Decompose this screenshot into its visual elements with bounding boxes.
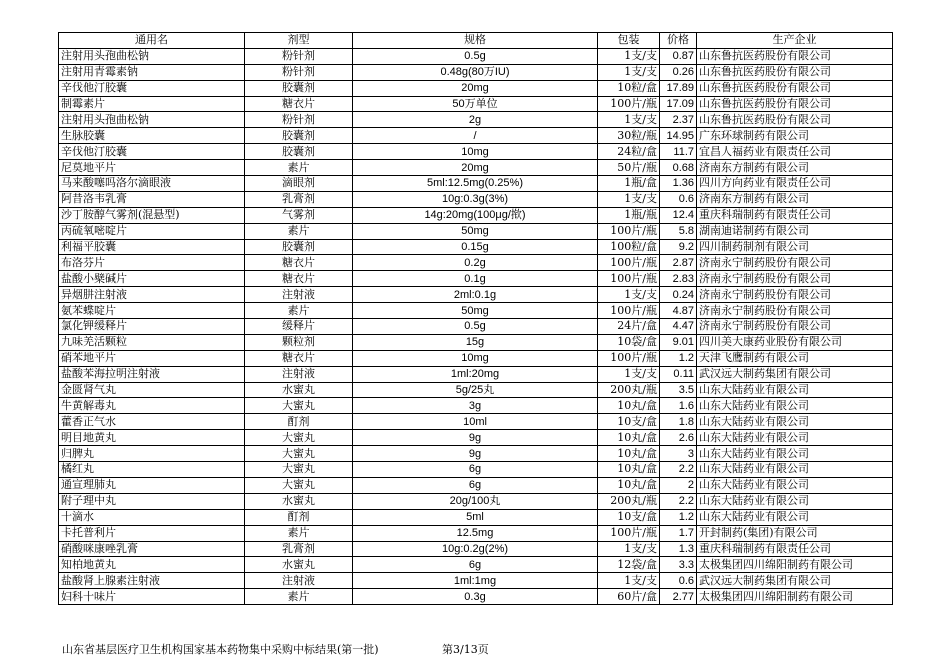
table-row [59,573,893,589]
specification-cell: 3g [353,398,598,414]
specification-cell: 14g:20mg(100μg/揿) [353,207,598,223]
dosage-form-cell: 乳膏剂 [245,541,353,557]
manufacturer-cell: 济南永宁制药股份有限公司 [697,271,893,287]
dosage-form-cell: 缓释片 [245,319,353,335]
table-row [59,207,893,223]
package-cell: 10丸/盒 [598,446,660,462]
manufacturer-cell: 重庆科瑞制药有限责任公司 [697,207,893,223]
specification-cell: 2ml:0.1g [353,287,598,303]
specification-cell: 0.2g [353,255,598,271]
price-cell: 0.87 [660,48,697,64]
price-cell: 1.36 [660,176,697,192]
package-cell: 30粒/瓶 [598,128,660,144]
header-spec: 规格 [353,33,598,49]
table-row [59,160,893,176]
drug-procurement-table [58,32,893,605]
table-row [59,525,893,541]
dosage-form-cell: 大蜜丸 [245,430,353,446]
manufacturer-cell: 四川制药制剂有限公司 [697,239,893,255]
price-cell: 11.7 [660,144,697,160]
manufacturer-cell: 济南东方制药有限公司 [697,191,893,207]
package-cell: 1瓶/盒 [598,176,660,192]
package-cell: 1支/支 [598,541,660,557]
dosage-form-cell: 酊剂 [245,414,353,430]
manufacturer-cell: 湖南迪诺制药有限公司 [697,223,893,239]
dosage-form-cell: 素片 [245,525,353,541]
price-cell: 3.5 [660,382,697,398]
drug-name-cell: 马来酸噻吗洛尔滴眼液 [59,176,245,192]
drug-name-cell: 布洛芬片 [59,255,245,271]
drug-name-cell: 注射用青霉素钠 [59,64,245,80]
package-cell: 1支/支 [598,573,660,589]
dosage-form-cell: 胶囊剂 [245,80,353,96]
manufacturer-cell: 广东环球制药有限公司 [697,128,893,144]
table-row [59,509,893,525]
package-cell: 100片/瓶 [598,525,660,541]
table-row [59,96,893,112]
specification-cell: 6g [353,557,598,573]
table-row [59,414,893,430]
dosage-form-cell: 大蜜丸 [245,398,353,414]
table-row [59,48,893,64]
header-form: 剂型 [245,33,353,49]
package-cell: 1支/支 [598,64,660,80]
specification-cell: 20g/100丸 [353,493,598,509]
table-row [59,430,893,446]
price-cell: 4.87 [660,303,697,319]
header-price: 价格 [660,33,697,49]
drug-name-cell: 九味羌活颗粒 [59,334,245,350]
price-cell: 0.68 [660,160,697,176]
manufacturer-cell: 山东鲁抗医药股份有限公司 [697,80,893,96]
drug-name-cell: 通宣理肺丸 [59,477,245,493]
drug-name-cell: 十滴水 [59,509,245,525]
dosage-form-cell: 粉针剂 [245,48,353,64]
table-row [59,144,893,160]
price-cell: 2.37 [660,112,697,128]
manufacturer-cell: 山东鲁抗医药股份有限公司 [697,112,893,128]
dosage-form-cell: 水蜜丸 [245,557,353,573]
table-row [59,223,893,239]
drug-name-cell: 辛伐他汀胶囊 [59,144,245,160]
price-cell: 4.47 [660,319,697,335]
dosage-form-cell: 注射液 [245,573,353,589]
price-cell: 17.89 [660,80,697,96]
specification-cell: 1ml:20mg [353,366,598,382]
specification-cell: 10g:0.2g(2%) [353,541,598,557]
package-cell: 24片/盒 [598,319,660,335]
manufacturer-cell: 山东大陆药业有限公司 [697,398,893,414]
specification-cell: 50mg [353,223,598,239]
specification-cell: 20mg [353,160,598,176]
manufacturer-cell: 山东鲁抗医药股份有限公司 [697,96,893,112]
table-row [59,112,893,128]
dosage-form-cell: 粉针剂 [245,112,353,128]
price-cell: 1.7 [660,525,697,541]
price-cell: 3 [660,446,697,462]
drug-name-cell: 卡托普利片 [59,525,245,541]
table-row [59,176,893,192]
package-cell: 100片/瓶 [598,223,660,239]
manufacturer-cell: 济南永宁制药股份有限公司 [697,255,893,271]
dosage-form-cell: 注射液 [245,366,353,382]
table-row [59,287,893,303]
drug-name-cell: 注射用头孢曲松钠 [59,112,245,128]
dosage-form-cell: 糖衣片 [245,350,353,366]
dosage-form-cell: 素片 [245,303,353,319]
manufacturer-cell: 济南永宁制药股份有限公司 [697,287,893,303]
manufacturer-cell: 济南东方制药有限公司 [697,160,893,176]
price-cell: 2.77 [660,589,697,605]
manufacturer-cell: 山东大陆药业有限公司 [697,430,893,446]
package-cell: 10丸/盒 [598,398,660,414]
table-row [59,64,893,80]
drug-name-cell: 尼莫地平片 [59,160,245,176]
specification-cell: 12.5mg [353,525,598,541]
dosage-form-cell: 胶囊剂 [245,239,353,255]
specification-cell: 50万单位 [353,96,598,112]
specification-cell: 1ml:1mg [353,573,598,589]
manufacturer-cell: 武汉远大制药集团有限公司 [697,366,893,382]
table-row [59,350,893,366]
specification-cell: 0.5g [353,48,598,64]
drug-name-cell: 生脉胶囊 [59,128,245,144]
dosage-form-cell: 胶囊剂 [245,128,353,144]
dosage-form-cell: 水蜜丸 [245,493,353,509]
drug-name-cell: 注射用头孢曲松钠 [59,48,245,64]
price-cell: 17.09 [660,96,697,112]
specification-cell: 10ml [353,414,598,430]
header-manufacturer: 生产企业 [697,33,893,49]
specification-cell: 6g [353,462,598,478]
manufacturer-cell: 宜昌人福药业有限责任公司 [697,144,893,160]
dosage-form-cell: 素片 [245,589,353,605]
table-row [59,334,893,350]
package-cell: 1支/支 [598,48,660,64]
drug-name-cell: 明目地黄丸 [59,430,245,446]
drug-name-cell: 沙丁胺醇气雾剂(混悬型) [59,207,245,223]
manufacturer-cell: 山东大陆药业有限公司 [697,509,893,525]
package-cell: 10丸/盒 [598,430,660,446]
package-cell: 10袋/盒 [598,334,660,350]
price-cell: 3.3 [660,557,697,573]
table-row [59,493,893,509]
specification-cell: 10mg [353,350,598,366]
manufacturer-cell: 太极集团四川绵阳制药有限公司 [697,589,893,605]
price-cell: 0.26 [660,64,697,80]
table-row [59,80,893,96]
table-row [59,128,893,144]
package-cell: 1支/支 [598,112,660,128]
dosage-form-cell: 水蜜丸 [245,382,353,398]
price-cell: 0.11 [660,366,697,382]
specification-cell: 5ml [353,509,598,525]
price-cell: 2.2 [660,462,697,478]
package-cell: 200丸/瓶 [598,493,660,509]
dosage-form-cell: 素片 [245,160,353,176]
package-cell: 1支/支 [598,191,660,207]
dosage-form-cell: 糖衣片 [245,96,353,112]
package-cell: 200丸/瓶 [598,382,660,398]
dosage-form-cell: 粉针剂 [245,64,353,80]
table-row [59,366,893,382]
package-cell: 24粒/盒 [598,144,660,160]
footer-title: 山东省基层医疗卫生机构国家基本药物集中采购中标结果(第一批) [62,643,379,656]
manufacturer-cell: 山东鲁抗医药股份有限公司 [697,48,893,64]
manufacturer-cell: 山东大陆药业有限公司 [697,446,893,462]
manufacturer-cell: 山东大陆药业有限公司 [697,414,893,430]
dosage-form-cell: 大蜜丸 [245,477,353,493]
package-cell: 50片/瓶 [598,160,660,176]
price-cell: 1.2 [660,350,697,366]
package-cell: 10丸/盒 [598,462,660,478]
manufacturer-cell: 山东鲁抗医药股份有限公司 [697,64,893,80]
package-cell: 1支/支 [598,366,660,382]
manufacturer-cell: 开封制药(集团)有限公司 [697,525,893,541]
price-cell: 2 [660,477,697,493]
package-cell: 10支/盒 [598,509,660,525]
package-cell: 100片/瓶 [598,255,660,271]
manufacturer-cell: 济南永宁制药股份有限公司 [697,319,893,335]
price-cell: 2.6 [660,430,697,446]
price-cell: 14.95 [660,128,697,144]
drug-name-cell: 异烟肼注射液 [59,287,245,303]
table-row [59,303,893,319]
drug-name-cell: 阿昔洛韦乳膏 [59,191,245,207]
package-cell: 60片/盒 [598,589,660,605]
package-cell: 12袋/盒 [598,557,660,573]
specification-cell: 0.1g [353,271,598,287]
page-number: 第3/13页 [442,643,489,656]
dosage-form-cell: 糖衣片 [245,255,353,271]
package-cell: 100粒/盒 [598,239,660,255]
manufacturer-cell: 山东大陆药业有限公司 [697,462,893,478]
table-row [59,398,893,414]
drug-name-cell: 橘红丸 [59,462,245,478]
dosage-form-cell: 胶囊剂 [245,144,353,160]
price-cell: 1.2 [660,509,697,525]
dosage-form-cell: 颗粒剂 [245,334,353,350]
drug-name-cell: 盐酸肾上腺素注射液 [59,573,245,589]
specification-cell: 5ml:12.5mg(0.25%) [353,176,598,192]
drug-name-cell: 氯化钾缓释片 [59,319,245,335]
table-header-row [59,33,893,49]
table-row [59,589,893,605]
price-cell: 0.24 [660,287,697,303]
dosage-form-cell: 注射液 [245,287,353,303]
table-row [59,557,893,573]
drug-name-cell: 归脾丸 [59,446,245,462]
table-body [59,48,893,604]
package-cell: 1支/支 [598,287,660,303]
specification-cell: 2g [353,112,598,128]
manufacturer-cell: 四川方向药业有限责任公司 [697,176,893,192]
package-cell: 100片/瓶 [598,303,660,319]
manufacturer-cell: 济南永宁制药股份有限公司 [697,303,893,319]
table-row [59,446,893,462]
drug-name-cell: 硝酸咪康唑乳膏 [59,541,245,557]
drug-name-cell: 知柏地黄丸 [59,557,245,573]
manufacturer-cell: 重庆科瑞制药有限责任公司 [697,541,893,557]
package-cell: 100片/瓶 [598,271,660,287]
drug-name-cell: 盐酸小檗碱片 [59,271,245,287]
package-cell: 10丸/盒 [598,477,660,493]
header-name: 通用名 [59,33,245,49]
specification-cell: 0.5g [353,319,598,335]
specification-cell: 9g [353,446,598,462]
drug-name-cell: 附子理中丸 [59,493,245,509]
specification-cell: 10g:0.3g(3%) [353,191,598,207]
table-row [59,191,893,207]
package-cell: 100片/瓶 [598,96,660,112]
package-cell: 10支/盒 [598,414,660,430]
table-row [59,541,893,557]
drug-name-cell: 藿香正气水 [59,414,245,430]
drug-name-cell: 利福平胶囊 [59,239,245,255]
dosage-form-cell: 气雾剂 [245,207,353,223]
specification-cell: 10mg [353,144,598,160]
specification-cell: 15g [353,334,598,350]
package-cell: 100片/瓶 [598,350,660,366]
dosage-form-cell: 大蜜丸 [245,462,353,478]
specification-cell: 5g/25丸 [353,382,598,398]
specification-cell: 50mg [353,303,598,319]
table-row [59,477,893,493]
price-cell: 2.2 [660,493,697,509]
dosage-form-cell: 酊剂 [245,509,353,525]
specification-cell: 6g [353,477,598,493]
drug-name-cell: 丙硫氧嘧啶片 [59,223,245,239]
drug-name-cell: 硝苯地平片 [59,350,245,366]
table-row [59,271,893,287]
price-cell: 2.87 [660,255,697,271]
drug-name-cell: 牛黄解毒丸 [59,398,245,414]
manufacturer-cell: 太极集团四川绵阳制药有限公司 [697,557,893,573]
dosage-form-cell: 滴眼剂 [245,176,353,192]
table-row [59,255,893,271]
manufacturer-cell: 天津飞鹰制药有限公司 [697,350,893,366]
drug-name-cell: 金匮肾气丸 [59,382,245,398]
table-row [59,239,893,255]
price-cell: 1.6 [660,398,697,414]
package-cell: 1瓶/瓶 [598,207,660,223]
drug-name-cell: 氨苯蝶啶片 [59,303,245,319]
specification-cell: / [353,128,598,144]
specification-cell: 0.3g [353,589,598,605]
drug-name-cell: 盐酸苯海拉明注射液 [59,366,245,382]
price-cell: 5.8 [660,223,697,239]
package-cell: 10粒/盒 [598,80,660,96]
dosage-form-cell: 糖衣片 [245,271,353,287]
price-cell: 1.8 [660,414,697,430]
specification-cell: 0.48g(80万IU) [353,64,598,80]
table-row [59,462,893,478]
table-row [59,319,893,335]
table-row [59,382,893,398]
header-pack: 包装 [598,33,660,49]
specification-cell: 9g [353,430,598,446]
drug-name-cell: 制霉素片 [59,96,245,112]
drug-name-cell: 妇科十味片 [59,589,245,605]
manufacturer-cell: 山东大陆药业有限公司 [697,477,893,493]
price-cell: 9.2 [660,239,697,255]
dosage-form-cell: 素片 [245,223,353,239]
price-cell: 9.01 [660,334,697,350]
manufacturer-cell: 武汉远大制药集团有限公司 [697,573,893,589]
price-cell: 12.4 [660,207,697,223]
price-cell: 2.83 [660,271,697,287]
specification-cell: 0.15g [353,239,598,255]
dosage-form-cell: 大蜜丸 [245,446,353,462]
manufacturer-cell: 四川美大康药业股份有限公司 [697,334,893,350]
manufacturer-cell: 山东大陆药业有限公司 [697,493,893,509]
dosage-form-cell: 乳膏剂 [245,191,353,207]
manufacturer-cell: 山东大陆药业有限公司 [697,382,893,398]
drug-name-cell: 辛伐他汀胶囊 [59,80,245,96]
price-cell: 0.6 [660,573,697,589]
price-cell: 1.3 [660,541,697,557]
price-cell: 0.6 [660,191,697,207]
specification-cell: 20mg [353,80,598,96]
